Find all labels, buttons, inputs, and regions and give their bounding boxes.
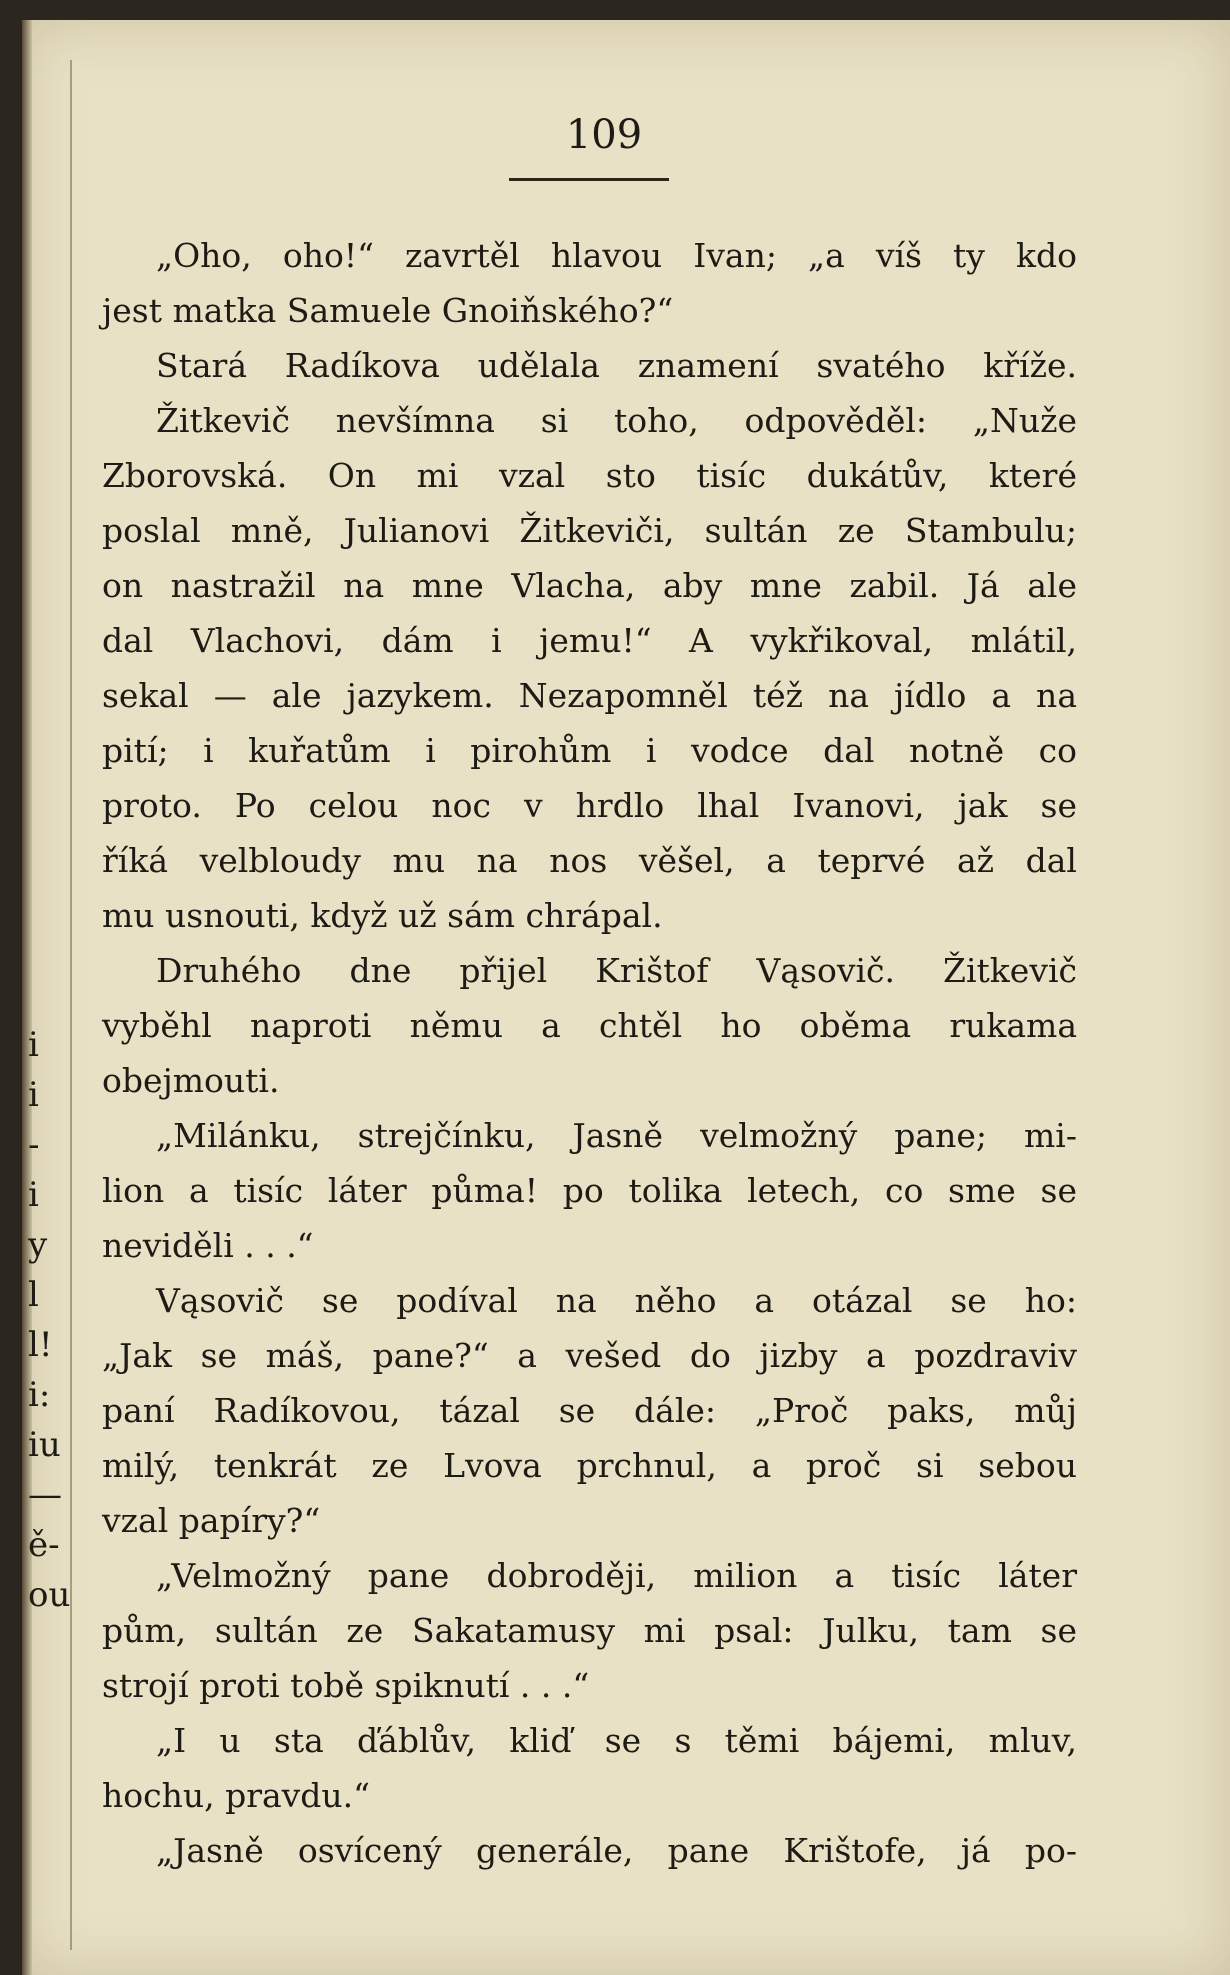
margin-rule — [70, 60, 72, 1950]
margin-fragment: ě- — [28, 1525, 60, 1565]
margin-fragment: — — [28, 1475, 62, 1515]
text-line: Druhého dne přijel Krištof Vąsovič. Žitkevič — [156, 951, 1077, 990]
book-page — [22, 20, 1230, 1975]
text-line: „Jak se máš, pane?“ a vešed do jizby a pozdraviv — [102, 1336, 1077, 1375]
text-line: milý, tenkrát ze Lvova prchnul, a proč si sebou — [102, 1446, 1077, 1485]
page-number: 109 — [565, 112, 643, 158]
text-line: strojí proti tobě spiknutí . . .“ — [102, 1666, 590, 1705]
text-line: pům, sultán ze Sakatamusy mi psal: Julku, tam se — [102, 1611, 1077, 1650]
text-line: vyběhl naproti němu a chtěl ho oběma rukama — [102, 1006, 1077, 1045]
margin-fragment: i — [28, 1075, 39, 1115]
page-spine-shadow — [22, 20, 32, 1975]
text-line: vzal papíry?“ — [102, 1501, 321, 1540]
text-line: „Velmožný pane dobroději, milion a tisíc láter — [156, 1556, 1077, 1595]
text-line: „Jasně osvícený generále, pane Krištofe, já po- — [156, 1831, 1077, 1870]
text-line: neviděli . . .“ — [102, 1226, 314, 1265]
text-line: hochu, pravdu.“ — [102, 1776, 371, 1815]
text-line: paní Radíkovou, tázal se dále: „Proč paks, můj — [102, 1391, 1077, 1430]
margin-fragment: ou — [28, 1575, 71, 1615]
margin-fragment: y — [28, 1225, 48, 1265]
margin-fragment: l! — [28, 1325, 53, 1365]
text-line: obejmouti. — [102, 1061, 280, 1100]
text-line: „Oho, oho!“ zavrtěl hlavou Ivan; „a víš ty kdo — [156, 236, 1077, 275]
text-line: říká velbloudy mu na nos věšel, a teprvé až dal — [102, 841, 1077, 880]
margin-fragment: iu — [28, 1425, 61, 1465]
facing-page-fragments — [28, 1020, 71, 1620]
text-line: mu usnouti, když už sám chrápal. — [102, 896, 663, 935]
margin-fragment: i — [28, 1175, 39, 1215]
text-line: „Milánku, strejčínku, Jasně velmožný pane; mi- — [156, 1116, 1077, 1155]
page-number-rule — [509, 178, 669, 181]
text-line: poslal mně, Julianovi Žitkeviči, sultán ze Stambulu; — [102, 511, 1077, 550]
text-line: lion a tisíc láter půma! po tolika letech, co sme se — [102, 1171, 1077, 1210]
text-line: „I u sta ďáblův, kliď se s těmi bájemi, mluv, — [156, 1721, 1077, 1760]
text-line: on nastražil na mne Vlacha, aby mne zabil. Já ale — [102, 566, 1077, 605]
text-line: Vąsovič se podíval na něho a otázal se ho: — [156, 1281, 1077, 1320]
text-line: Žitkevič nevšímna si toho, odpověděl: „Nuže — [156, 401, 1077, 440]
text-line: Stará Radíkova udělala znamení svatého kříže. — [156, 346, 1077, 385]
margin-fragment: - — [28, 1125, 40, 1165]
text-line: sekal — ale jazykem. Nezapomněl též na jídlo a na — [102, 676, 1077, 715]
text-line: Zborovská. On mi vzal sto tisíc dukátův, které — [102, 456, 1077, 495]
margin-fragment: i: — [28, 1375, 51, 1415]
text-line: dal Vlachovi, dám i jemu!“ A vykřikoval, mlátil, — [102, 621, 1077, 660]
body-text — [102, 228, 1077, 1878]
margin-fragment: l — [28, 1275, 39, 1315]
text-line: proto. Po celou noc v hrdlo lhal Ivanovi, jak se — [102, 786, 1077, 825]
text-line: jest matka Samuele Gnoiňského?“ — [102, 291, 674, 330]
text-line: pití; i kuřatům i pirohům i vodce dal notně co — [102, 731, 1077, 770]
margin-fragment: i — [28, 1025, 39, 1065]
